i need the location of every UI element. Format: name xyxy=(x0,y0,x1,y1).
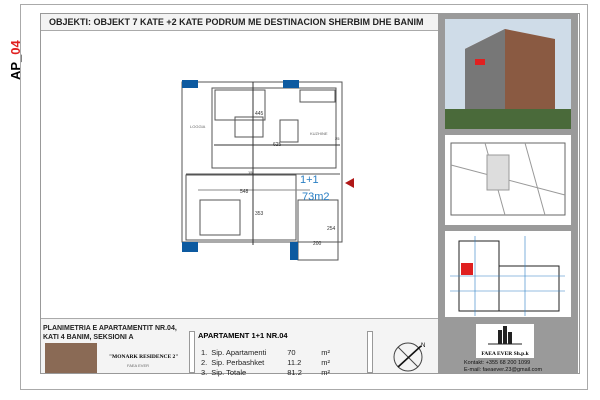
project-company: FAEA EVER xyxy=(127,363,150,368)
dim-25: 25 xyxy=(335,136,340,141)
area-table xyxy=(201,348,334,378)
apartment-code xyxy=(8,40,23,80)
north-label: N xyxy=(421,343,426,349)
row-label: Sip. Totale xyxy=(211,368,247,377)
reference-panel xyxy=(438,13,578,318)
row-unit: m² xyxy=(321,348,331,357)
plan-title: PLANIMETRIA E APARTAMENTIT NR.04, xyxy=(43,325,177,332)
apartment-code-number: 04 xyxy=(8,40,23,55)
row-number: 2. xyxy=(201,358,208,367)
row-label: Sip. Apartamenti xyxy=(211,348,267,357)
row-value: 81.2 xyxy=(287,368,302,377)
apartment-type-label: 1+1 xyxy=(300,174,319,186)
floor-plan xyxy=(170,70,370,270)
table-row xyxy=(201,358,334,368)
contact-phone: Kontakt: +355 68 200 1099 xyxy=(464,360,531,366)
row-value: 11.2 xyxy=(287,358,302,367)
table-row xyxy=(201,348,334,358)
plan-subtitle: KATI 4 BANIM, SEKSIONI A xyxy=(43,334,134,341)
dim-445: 445 xyxy=(255,111,264,117)
building-logo-icon xyxy=(476,324,534,346)
contact-email: E-mail: faeaever.23@gmail.com xyxy=(464,367,543,373)
dim-548: 548 xyxy=(240,189,249,195)
room-label-kitchen: KUZHINE xyxy=(310,131,328,136)
building-render-image xyxy=(445,19,571,129)
dim-15: 15 xyxy=(248,170,253,175)
company-logo xyxy=(476,324,534,358)
north-arrow-icon xyxy=(391,337,431,373)
floor-key-plan-image xyxy=(445,231,571,317)
page-title: OBJEKTI: OBJEKT 7 KATE +2 KATE PODRUM ME DESTINACION SHERBIM DHE BANIM xyxy=(41,14,445,31)
company-block xyxy=(438,318,578,373)
row-unit: m² xyxy=(321,368,331,377)
entrance-marker-icon xyxy=(345,178,354,188)
building-thumbnail-image xyxy=(45,343,97,373)
table-row xyxy=(201,368,334,378)
row-unit: m² xyxy=(321,358,331,367)
title-block xyxy=(41,318,438,377)
dim-200: 200 xyxy=(313,241,322,247)
room-label-loggia: LOGGIA xyxy=(190,124,206,129)
site-plan-image xyxy=(445,135,571,225)
divider xyxy=(189,331,195,373)
project-name: "MONARK RESIDENCE 2" xyxy=(109,354,179,360)
company-name: FAEA EVER Sh.p.k xyxy=(481,351,529,357)
apartment-area-label: 73m2 xyxy=(302,191,330,203)
dim-625: 625 xyxy=(273,142,282,148)
row-number: 3. xyxy=(201,368,208,377)
row-label: Sip. Perbashket xyxy=(211,358,265,367)
dim-254: 254 xyxy=(327,226,336,232)
apartment-title: APARTAMENT 1+1 NR.04 xyxy=(198,331,288,340)
divider xyxy=(367,331,373,373)
apartment-code-prefix: AP_ xyxy=(8,54,23,80)
dim-353: 353 xyxy=(255,211,264,217)
row-number: 1. xyxy=(201,348,208,357)
row-value: 70 xyxy=(287,348,296,357)
